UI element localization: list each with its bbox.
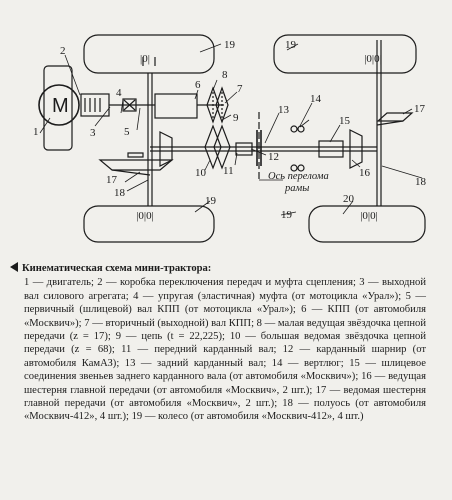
wheel-label-alt: 20 [343, 193, 354, 205]
svg-text:|0|0|: |0|0| [360, 210, 378, 222]
callout-10: 10 [195, 167, 206, 179]
gearbox-clutch [81, 94, 109, 116]
callout-12: 12 [268, 151, 279, 163]
wheel-rear-left [84, 206, 214, 242]
callout-6: 6 [195, 79, 201, 91]
wheel-label-rl: 19 [205, 195, 216, 207]
callout-4: 4 [116, 87, 122, 99]
callout-15: 15 [339, 115, 350, 127]
callout-17-rear: 17 [414, 103, 425, 115]
svg-text:|0|0|: |0|0| [364, 53, 382, 65]
frame-break-label-1: Ось перелома [268, 171, 329, 182]
figure-caption [24, 262, 426, 424]
svg-text:|0|0|: |0|0| [136, 210, 154, 222]
callout-18-front: 18 [114, 187, 125, 199]
gearbox-kpp [155, 94, 197, 118]
caption-title-row [10, 262, 426, 275]
caption-body: 1 — двигатель; 2 — коробка переключения передач и муфта сцепления; 3 — выходной вал силового агрегата; 4 — упругая (эластичная) муфта (от мотоцикла «Урал»); 5 — первичный (шлицевой) вал КПП (от мотоцикла «Урал»); 6 — КПП (от автомобиля «Москвич»); 7 — вторичный (выходной) вал КПП; 8 — малая ведущая звёздочка цепной передачи (z = 17); 9 — цепь (t = 22,225); 10 — большая ведомая звёздочка цепной передачи (z = 68); 11 — передний карданный вал; 12 — карданный шарнир (от автомобиля КамАЗ); 13 — задний карданный вал; 14 — вертлюг; 15 — шлицевое соединения звеньев заднего карданного вала (от автомобиля «Москвич»); 16 — ведущая шестерня главной передачи (от автомобиля «Москвич», 2 шт.); 17 — ведомая шестерня главной передачи (от автомобиля «Москвич», 2 шт.); 18 — полуось (от автомобиля «Москвич-412», 4 шт.); 19 — колесо (от автомобиля «Москвич-412», 4 шт.) [24, 277, 427, 423]
callout-5: 5 [124, 126, 130, 138]
front-final-drive [100, 132, 172, 175]
callout-2: 2 [60, 45, 66, 57]
wheel-labels [205, 39, 355, 221]
spline-coupling [319, 141, 343, 157]
triangle-marker-icon [10, 262, 18, 272]
frame-break-label-2: рамы [285, 183, 310, 194]
callout-17-front: 17 [106, 174, 117, 186]
callout-11: 11 [223, 165, 234, 177]
caption-title: Кинематическая схема мини-трактора: [22, 263, 212, 274]
swivel [291, 126, 304, 171]
wheel-rear-right [309, 206, 425, 242]
cardan-joint [236, 143, 252, 155]
callout-7: 7 [237, 83, 243, 95]
callout-13: 13 [278, 104, 289, 116]
svg-text:|0|: |0| [140, 53, 150, 65]
callout-labels [33, 45, 427, 199]
wheel-label-rr: 19 [281, 209, 292, 221]
callout-18-rear: 18 [415, 176, 426, 188]
wheel-front-left [84, 35, 214, 73]
wheel-label-fl: 19 [224, 39, 235, 51]
callout-16: 16 [359, 167, 370, 179]
callout-1: 1 [33, 126, 39, 138]
motor-letter: M [52, 95, 69, 117]
callout-8: 8 [222, 69, 228, 81]
front-half-shafts [148, 73, 152, 206]
callout-14: 14 [310, 93, 321, 105]
callout-9: 9 [233, 112, 239, 124]
callout-3: 3 [90, 127, 96, 139]
wheel-label-fr: 19 [285, 39, 296, 51]
